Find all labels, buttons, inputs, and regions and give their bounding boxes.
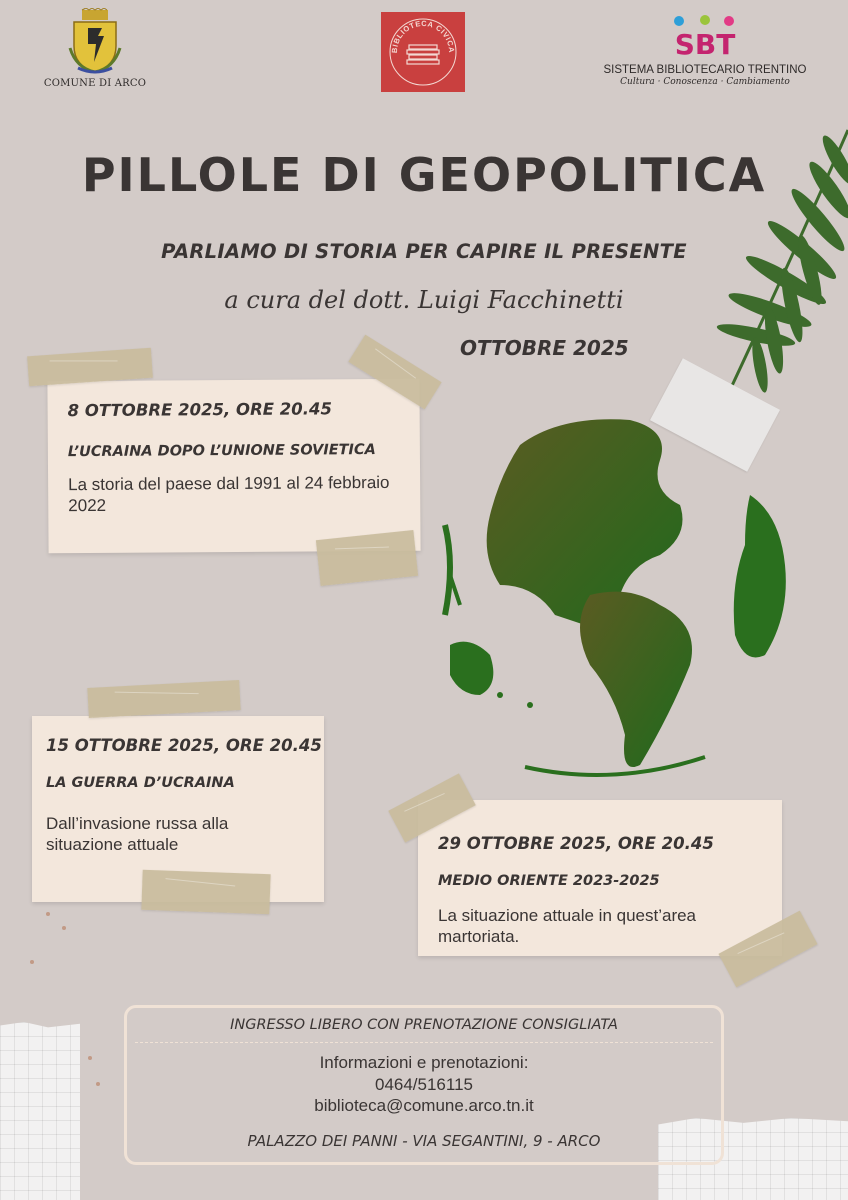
- tape-decoration: [316, 530, 418, 586]
- contact-block: [127, 1052, 721, 1117]
- venue-address: PALAZZO DEI PANNI - VIA SEGANTINI, 9 - ARCO: [247, 1132, 601, 1150]
- sbt-tagline: Cultura · Conoscenza · Cambiamento: [620, 77, 790, 87]
- decorative-dot: [88, 1056, 92, 1060]
- event-description: La storia del paese dal 1991 al 24 febbraio 2022: [68, 472, 390, 516]
- sbt-people-logo-icon: [665, 14, 745, 58]
- admission-note: INGRESSO LIBERO CON PRENOTAZIONE CONSIGLIATA: [230, 1017, 618, 1033]
- curator: a cura del dott. Luigi Facchinetti: [224, 286, 624, 314]
- biblioteca-civica-logo: [381, 12, 465, 92]
- event-card-3: [418, 800, 782, 956]
- comune-arco-caption: COMUNE DI ARCO: [43, 78, 147, 89]
- page-title: PILLOLE DI GEOPOLITICA: [81, 148, 767, 202]
- event-topic: LA GUERRA D’UCRAINA: [46, 775, 235, 791]
- subtitle: PARLIAMO DI STORIA PER CAPIRE IL PRESENTE: [161, 240, 687, 263]
- sbt-letters: SBT: [674, 28, 736, 58]
- event-description: La situazione attuale in quest’area martoriata.: [438, 906, 697, 947]
- event-card-1: [47, 379, 420, 554]
- decorative-dot: [62, 926, 66, 930]
- comune-arco-logo: [40, 8, 150, 100]
- decorative-dot: [46, 912, 50, 916]
- decorative-dot: [30, 960, 34, 964]
- decorative-dot: [96, 1082, 100, 1086]
- event-topic: MEDIO ORIENTE 2023-2025: [438, 873, 660, 889]
- contacts-label: Informazioni e prenotazioni:: [319, 1053, 529, 1072]
- biblioteca-civica-books-icon: [381, 12, 465, 92]
- sbt-name: SISTEMA BIBLIOTECARIO TRENTINO: [603, 64, 807, 76]
- divider: [135, 1042, 713, 1043]
- month-label: OTTOBRE 2025: [460, 336, 629, 360]
- tape-decoration: [141, 870, 270, 914]
- phone-number: 0464/516115: [374, 1074, 473, 1094]
- biblioteca-logo-text: BIBLIOTECA CIVICA: [389, 18, 457, 54]
- info-box: [124, 1005, 724, 1165]
- tape-decoration: [87, 680, 240, 718]
- event-date: 15 OTTOBRE 2025, ORE 20.45: [46, 736, 322, 755]
- sbt-logo: [600, 14, 810, 98]
- email-address: biblioteca@comune.arco.tn.it: [314, 1096, 534, 1115]
- globe-icon: [430, 405, 810, 785]
- event-date: 8 OTTOBRE 2025, ORE 20.45: [67, 399, 333, 421]
- torn-paper-decoration: [0, 1022, 80, 1200]
- comune-arco-crest-icon: [66, 8, 124, 76]
- event-topic: L’UCRAINA DOPO L’UNIONE SOVIETICA: [67, 442, 376, 461]
- event-description: Dall’invasione russa alla situazione attuale: [46, 814, 229, 855]
- event-date: 29 OTTOBRE 2025, ORE 20.45: [438, 834, 714, 853]
- svg-text:BIBLIOTECA CIVICA: [390, 19, 456, 53]
